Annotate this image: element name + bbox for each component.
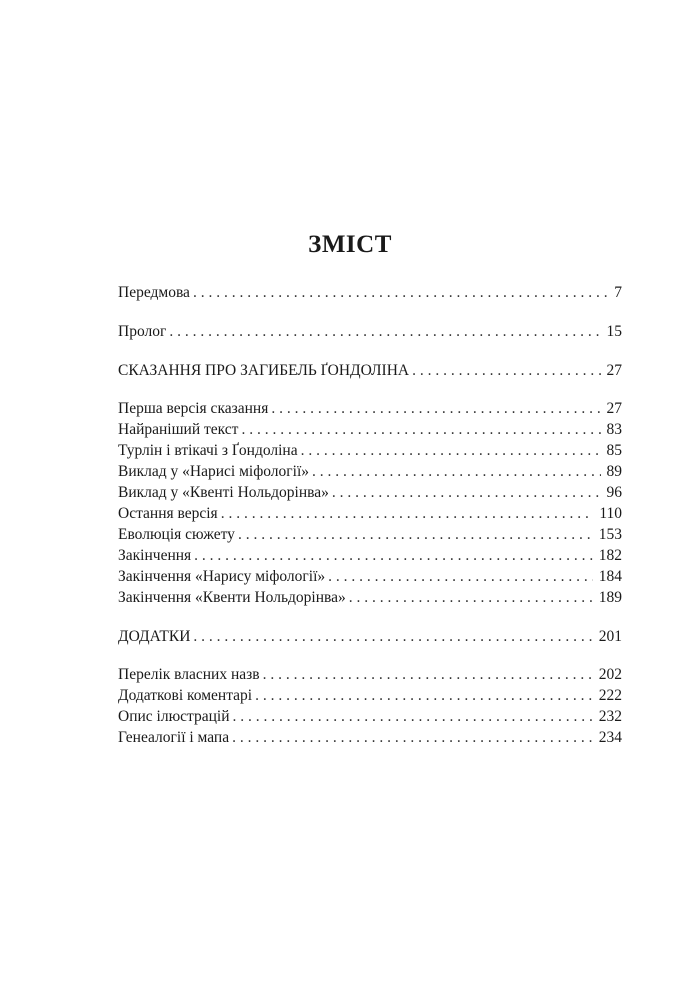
toc-entry-label: Генеалогії і мапа xyxy=(118,729,230,746)
table-of-contents xyxy=(118,282,622,748)
toc-entry-page: 7 xyxy=(614,284,622,301)
section-gap xyxy=(118,647,622,664)
dot-leader xyxy=(169,321,600,342)
toc-entry xyxy=(118,282,622,303)
toc-entry-label: Перелік власних назв xyxy=(118,666,260,683)
dot-leader xyxy=(241,419,600,440)
toc-entry-page: 182 xyxy=(598,547,622,564)
toc-entry-label: Додаткові коментарі xyxy=(118,687,253,704)
toc-entry-page: 27 xyxy=(606,400,622,417)
toc-entry-page: 15 xyxy=(606,323,622,340)
toc-entry xyxy=(118,321,622,342)
toc-entry-label: Закінчення «Нарису міфології» xyxy=(118,568,326,585)
toc-entry-page: 202 xyxy=(598,666,622,683)
toc-entry xyxy=(118,566,622,587)
toc-entry xyxy=(118,545,622,566)
section-gap xyxy=(118,303,622,321)
toc-entry xyxy=(118,398,622,419)
toc-entry-page: 189 xyxy=(598,589,622,606)
section-gap xyxy=(118,381,622,398)
toc-entry xyxy=(118,626,622,647)
toc-entry-label: СКАЗАННЯ ПРО ЗАГИБЕЛЬ ҐОНДОЛІНА xyxy=(118,362,410,379)
toc-entry-label: Турлін і втікачі з Ґондоліна xyxy=(118,442,298,459)
toc-entry-label: Передмова xyxy=(118,284,190,301)
toc-entry-page: 234 xyxy=(598,729,622,746)
toc-entry-label: Виклад у «Нарисі міфології» xyxy=(118,463,310,480)
toc-entry-page: 85 xyxy=(606,442,622,459)
toc-entry xyxy=(118,664,622,685)
toc-entry xyxy=(118,685,622,706)
dot-leader xyxy=(232,727,593,748)
toc-entry-page: 83 xyxy=(606,421,622,438)
toc-entry xyxy=(118,727,622,748)
toc-entry xyxy=(118,482,622,503)
toc-entry-label: Закінчення «Квенти Нольдорінва» xyxy=(118,589,346,606)
toc-entry xyxy=(118,587,622,608)
dot-leader xyxy=(332,482,601,503)
toc-entry-page: 201 xyxy=(598,628,622,645)
toc-entry-label: Пролог xyxy=(118,323,167,340)
toc-entry-page: 89 xyxy=(606,463,622,480)
toc-entry xyxy=(118,360,622,381)
dot-leader xyxy=(194,545,593,566)
toc-entry xyxy=(118,440,622,461)
toc-entry-page: 232 xyxy=(598,708,622,725)
toc-entry-label: Закінчення xyxy=(118,547,192,564)
toc-entry-page: 27 xyxy=(606,362,622,379)
dot-leader xyxy=(238,524,593,545)
dot-leader xyxy=(301,440,601,461)
dot-leader xyxy=(193,282,608,303)
toc-entry xyxy=(118,706,622,727)
dot-leader xyxy=(255,685,593,706)
dot-leader xyxy=(263,664,593,685)
dot-leader xyxy=(312,461,600,482)
dot-leader xyxy=(221,503,594,524)
toc-entry xyxy=(118,461,622,482)
toc-entry-page: 153 xyxy=(598,526,622,543)
toc-entry-page: 184 xyxy=(598,568,622,585)
dot-leader xyxy=(349,587,593,608)
section-gap xyxy=(118,342,622,360)
toc-entry xyxy=(118,419,622,440)
toc-entry-page: 96 xyxy=(606,484,622,501)
toc-entry-label: Остання версія xyxy=(118,505,218,522)
toc-entry-page: 110 xyxy=(599,505,622,522)
toc-entry-label: ДОДАТКИ xyxy=(118,628,191,645)
toc-entry xyxy=(118,503,622,524)
toc-entry-page: 222 xyxy=(598,687,622,704)
toc-entry-label: Виклад у «Квенті Нольдорінва» xyxy=(118,484,329,501)
dot-leader xyxy=(412,360,600,381)
dot-leader xyxy=(328,566,593,587)
toc-entry-label: Еволюція сюжету xyxy=(118,526,235,543)
dot-leader xyxy=(233,706,593,727)
toc-entry-label: Перша версія сказання xyxy=(118,400,269,417)
dot-leader xyxy=(193,626,592,647)
section-gap xyxy=(118,608,622,626)
toc-entry-label: Опис ілюстрацій xyxy=(118,708,230,725)
toc-entry xyxy=(118,524,622,545)
dot-leader xyxy=(271,398,600,419)
toc-entry-label: Найраніший текст xyxy=(118,421,239,438)
page-title: ЗМІСТ xyxy=(308,231,392,258)
